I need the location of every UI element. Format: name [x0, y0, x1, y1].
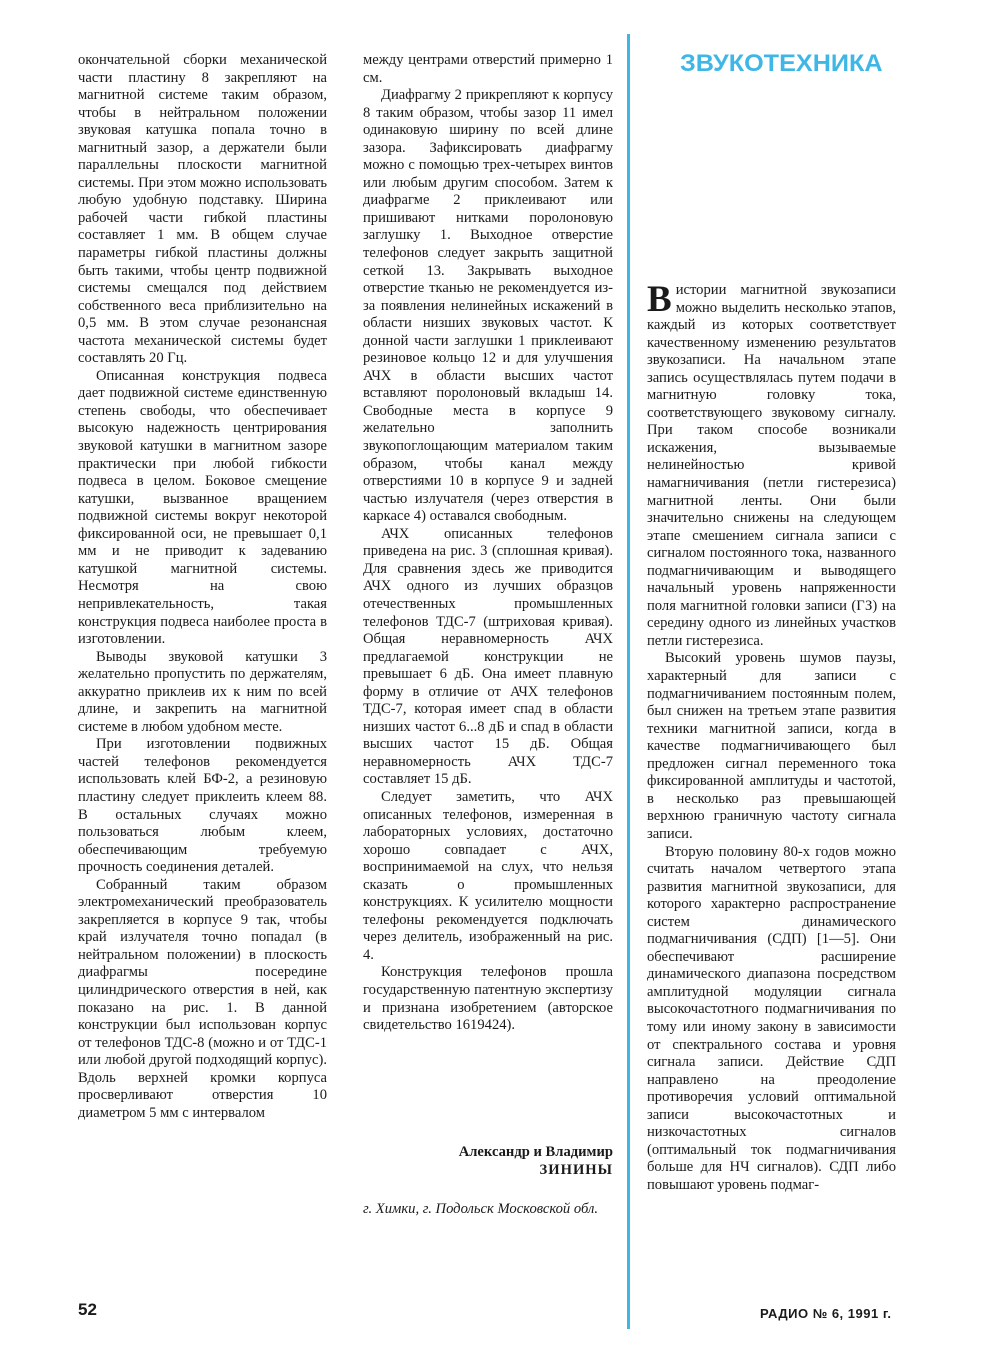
section-rubric: ЗВУКОТЕХНИКА — [680, 50, 883, 77]
author-surname: ЗИНИНЫ — [539, 1161, 613, 1178]
column-divider-line — [627, 34, 630, 1329]
article-column-2 — [363, 52, 613, 1219]
magazine-issue-footer: РАДИО № 6, 1991 г. — [760, 1306, 892, 1321]
paragraph: Вторую половину 80-х годов можно считать началом четвертого этапа развития магнитной звукозаписи, для которого характерно распространение систем динамического подмагничивания (СДП) [1—5]. Они обеспечивают расширение динамического диапазона посредством амплитудной модуляции сигнала высокочастотного подмагничивания по тому или иному закону в зависимости от спектрального состава и уровня сигнала записи. Действие СДП направлено на преодоление противоречия условий оптимальной записи высокочастотных и низкочастотных сигналов (оптимальный ток подмагничивания больше для НЧ сигналов). СДП либо повышают уровень подмаг- — [647, 843, 896, 1193]
paragraph: Конструкция телефонов прошла государственную патентную экспертизу и признана изобретением (авторское свидетельство 1619424). — [363, 964, 613, 1034]
page-number: 52 — [78, 1300, 97, 1319]
article-column-3 — [647, 279, 896, 1194]
paragraph: АЧХ описанных телефонов приведена на рис. 3 (сплошная кривая). Для сравнения здесь же приводится АЧХ одного из лучших образцов отечественных промышленных телефонов ТДС-7 (штриховая кривая). Общая неравномерность АЧХ предлагаемой конструкции не превышает 6 дБ. Она имеет плавную форму в отличие от АЧХ телефонов ТДС-7, которая имеет спад в области низших частот 6...8 дБ и спад в области высших частот 15 дБ. Общая неравномерность АЧХ ТДС-7 составляет 15 дБ. — [363, 525, 613, 788]
paragraph: Высокий уровень шумов паузы, характерный для записи с подмагничиванием постоянным полем, был снижен на третьем этапе развития техники магнитной записи, когда в качестве подмагничивающего был предложен сигнал переменного тока фиксированной амплитуды и частотой, в несколько раз превышающей верхнюю граничную частоту сигнала записи. — [647, 650, 896, 842]
paragraph: Собранный таким образом электромеханический преобразователь закрепляется в корпусе 9 так, чтобы край излучателя точно попадал (в нейтральном положении) в плоскость диафрагмы посередине цилиндрического отверстия в ней, как показано на рис. 1. В данной конструкции был использован корпус от телефонов ТДС-8 (можно и от ТДС-1 или любой другой подходящий корпус). Вдоль верхней кромки корпуса просверливают отверстия 10 диаметром 5 мм с интервалом — [78, 876, 327, 1121]
author-city: г. Химки, г. Подольск Московской обл. — [363, 1201, 598, 1218]
paragraph: При изготовлении подвижных частей телефонов рекомендуется использовать клей БФ-2, а резиновую пластину следует приклеить клеем 88. В остальных случаях можно пользоваться любым клеем, обеспечивающим требуемую прочность соединения деталей. — [78, 736, 327, 876]
paragraph: между центрами отверстий примерно 1 см. — [363, 52, 613, 86]
article-column-1 — [78, 52, 327, 1122]
author-names: Александр и Владимир — [458, 1143, 613, 1160]
paragraph: Диафрагму 2 прикрепляют к корпусу 8 таким образом, чтобы зазор 11 имел одинаковую ширину по всей длине зазора. Зафиксировать диафрагму можно с помощью трех-четырех винтов или любым другим способом. Затем к диафрагме 2 приклеивают или пришивают нитками поролоновую заглушку 1. Выходное отверстие телефонов следует закрыть защитной сеткой 13. Закрывать выходное отверстие тканью не рекомендуется из-за появления нелинейных искажений в области низших звуковых частот. К донной части заглушки 1 приклеивают резиновое кольцо 12 и для улучшения АЧХ в области высших частот вставляют поролоновый вкладыш 14. Свободные места в корпусе 9 желательно заполнить звукопоглощающим материалом таким образом, чтобы канал между отверстиями 10 в корпусе 9 и задней частью излучателя (через отверстия в каркасе 4) оставался свободным. — [363, 87, 613, 525]
lead-paragraph: Вистории магнитной звукозаписи можно выделить несколько этапов, каждый из которых соответствует качественному изменению результатов звукозаписи. На начальном этапе запись осуществлялась путем подачи в магнитную головку тока, соответствующего звуковому сигналу. При таком способе возникали искажения, вызываемые нелинейностью кривой намагничивания (петли гистерезиса) магнитной ленты. Они были значительно снижены на следующем этапе смешением сигнала записи с сигналом постоянного тока, названного подмагничивающим и выводящего начальный уровень напряженности поля магнитной головки записи (ГЗ) на середину одного из линейных участков петли гистерезиса. — [647, 279, 896, 649]
paragraph: окончательной сборки механической части пластину 8 закрепляют на магнитной системе таким образом, чтобы в нейтральном положении звуковая катушка попала точно в магнитный зазор, а держатели были параллельны плоскости магнитной системы. При этом можно использовать любую удобную подставку. Ширина рабочей части гибкой пластины составляет 1 мм. В общем случае параметры гибкой пластины должны быть такими, чтобы центр подвижной системы смещался под действием собственного веса приблизительно на 0,5 мм. В этом случае резонансная частота механической системы будет составлять 20 Гц. — [78, 52, 327, 367]
paragraph: Выводы звуковой катушки 3 желательно пропустить по держателям, аккуратно приклеив их к ним по всей длине, и закрепить на магнитной системе в любом удобном месте. — [78, 648, 327, 735]
paragraph: Следует заметить, что АЧХ описанных телефонов, измеренная в лабораторных условиях, достаточно хорошо совпадает с АЧХ, воспринимаемой на слух, что нельзя сказать о промышленных конструкциях. К усилителю мощности телефоны рекомендуется подключать через делитель, изображенный на рис. 4. — [363, 788, 613, 963]
paragraph: Описанная конструкция подвеса дает подвижной системе единственную степень свободы, что обеспечивает высокую надежность центрирования звуковой катушки в магнитном зазоре практически при любой гибкости подвеса в целом. Боковое смещение катушки, вызванное вращением подвижной системы вокруг некоторой фиксированной оси, не превышает 0,1 мм и не приводит к задеванию катушкой магнитной системы. Несмотря на свою непривлекательность, такая конструкция подвеса наиболее проста в изготовлении. — [78, 367, 327, 648]
